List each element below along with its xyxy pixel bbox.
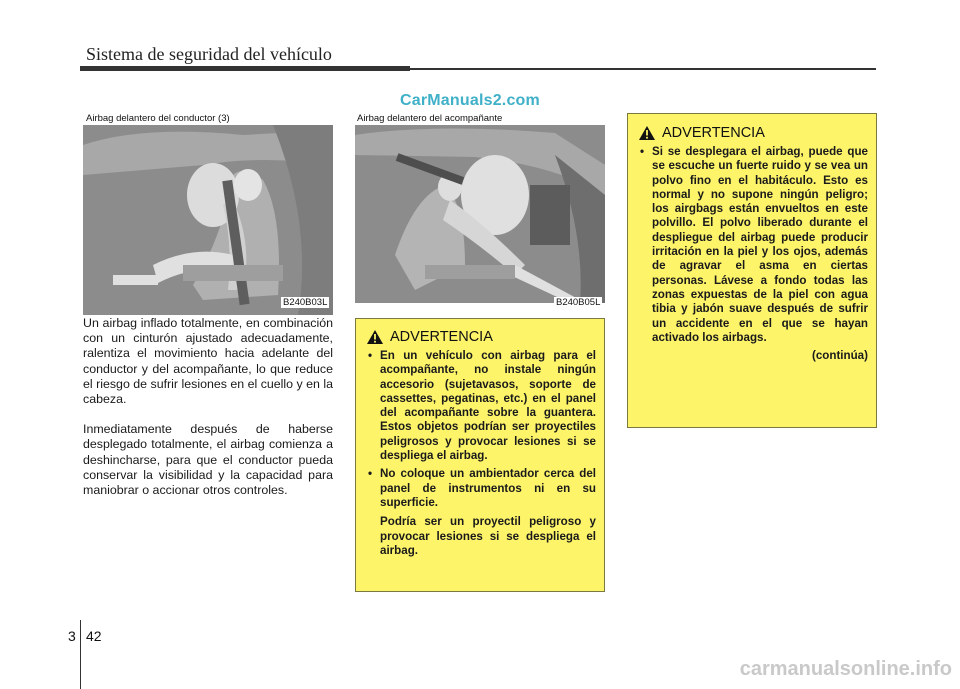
watermark-top[interactable]: CarManuals2.com <box>400 92 540 109</box>
passenger-airbag-illustration <box>355 125 605 303</box>
warning-item-text: Si se desplegara el airbag, puede que se escuche un fuerte ruido y se vea un polvo fino en el habitáculo. Esto es normal y no supone ningún peligro; los airgbags están envueltos en este polvillo. El polvo liberado durante el despliegue del airbag puede producir irritación en la piel y los ojos, además de agravar el asma en ciertas personas. Lávese a fondo todas las zonas expuestas de la piel con agua tibia y jabón suave después de sufrir un accidente en el que se hayan activado los airbags. <box>652 145 868 344</box>
warning-title: ADVERTENCIA <box>662 125 765 141</box>
warning-triangle-icon <box>638 125 656 141</box>
warning-item <box>638 145 868 345</box>
warning-item-subtext: Podría ser un proyectil peligroso y provocar lesiones si se despliega el airbag. <box>380 515 596 557</box>
header-rule <box>410 68 876 70</box>
warning-header <box>366 329 596 345</box>
warning-item <box>366 349 596 463</box>
warning-header <box>638 125 868 141</box>
figure-code-driver: B240B03L <box>283 297 328 308</box>
warning-title: ADVERTENCIA <box>390 329 493 345</box>
warning-triangle-icon <box>366 329 384 345</box>
warning-item-text: En un vehículo con airbag para el acompañante, no instale ningún accesorio (sujetavasos, soporte de cassettes, pegatinas, etc.) en el panel del acompañante sobre la guantera. Estos objetos podrían ser proyectiles peligrosos y provocar lesiones si se despliega el airbag. <box>380 349 596 463</box>
page-number: 42 <box>86 628 102 644</box>
figure-passenger-airbag <box>355 125 605 303</box>
figure-label-passenger: Airbag delantero del acompañante <box>357 113 503 124</box>
driver-airbag-illustration <box>83 125 333 315</box>
header-bar <box>80 66 410 71</box>
watermark-bottom[interactable]: carmanualsonline.info <box>739 658 952 680</box>
page-header-title: Sistema de seguridad del vehículo <box>86 44 332 64</box>
body-paragraph-2: Inmediatamente después de haberse desplegado totalmente, el airbag comienza a deshincharse, para que el conductor pueda conservar la visibilidad y la capacidad para maniobrar o accionar otros controles. <box>83 422 333 498</box>
warning-item-text: No coloque un ambientador cerca del panel de instrumentos ni en su superficie. <box>380 467 596 509</box>
section-number: 3 <box>68 628 76 644</box>
body-text <box>83 316 333 498</box>
page-divider <box>80 620 81 689</box>
figure-driver-airbag <box>83 125 333 315</box>
warning-box-powder <box>627 113 877 428</box>
warning-box-accessories <box>355 318 605 592</box>
warning-list <box>638 145 868 345</box>
continued-label: (continúa) <box>811 349 868 363</box>
warning-list <box>366 349 596 558</box>
figure-label-driver: Airbag delantero del conductor (3) <box>86 113 230 124</box>
figure-code-passenger: B240B05L <box>556 297 601 308</box>
warning-item <box>366 467 596 558</box>
body-paragraph-1: Un airbag inflado totalmente, en combinación con un cinturón ajustado adecuadamente, ralentiza el movimiento hacia adelante del conductor y del acompañante, lo que reduce el riesgo de sufrir lesiones en el cuello y en la cabeza. <box>83 316 334 407</box>
